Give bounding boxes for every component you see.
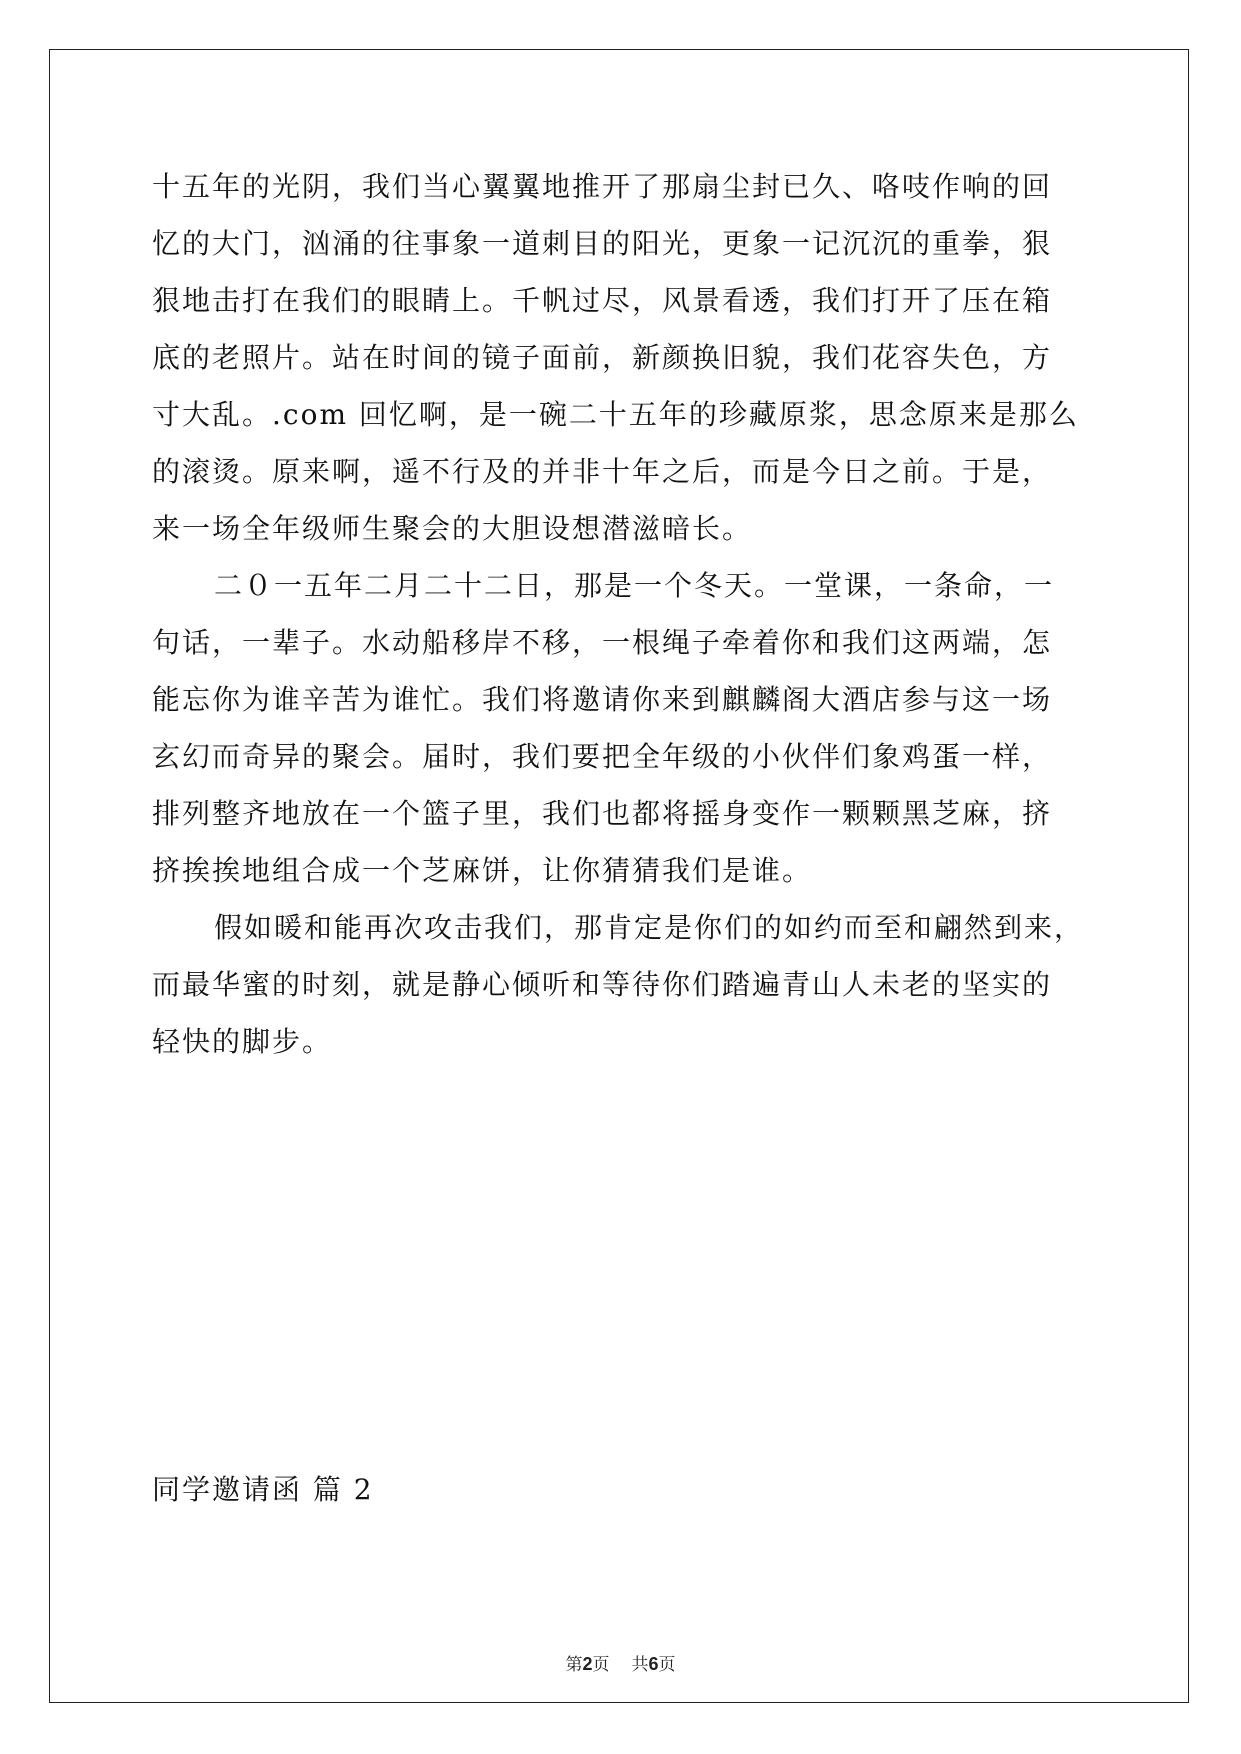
- text-line: 假如暖和能再次攻击我们，那肯定是你们的如约而至和翩然到来，: [214, 911, 1085, 944]
- text-line: 而最华蜜的时刻，就是静心倾听和等待你们踏遍青山人未老的坚实的: [152, 968, 1053, 1001]
- document-body: [152, 158, 1092, 1070]
- text-line: 的滚烫。原来啊，遥不行及的并非十年之后，而是今日之前。于是，: [152, 455, 1053, 488]
- footer-page-unit: 页: [592, 1655, 610, 1675]
- text-line: 狠地击打在我们的眼睛上。千帆过尽，风景看透，我们打开了压在箱: [152, 284, 1053, 317]
- footer-prefix: 第: [565, 1655, 583, 1675]
- paragraph-1: [152, 158, 1092, 557]
- section-heading: 同学邀请函 篇 2: [152, 1473, 374, 1506]
- text-line: 玄幻而奇异的聚会。届时，我们要把全年级的小伙伴们象鸡蛋一样，: [152, 740, 1053, 773]
- text-line: 挤挨挨地组合成一个芝麻饼，让你猜猜我们是谁。: [152, 854, 813, 887]
- text-line: 轻快的脚步。: [152, 1025, 333, 1058]
- paragraph-2: [152, 557, 1092, 899]
- paragraph-3: [152, 899, 1092, 1070]
- current-page-number: 2: [582, 1654, 593, 1674]
- text-line: 二０一五年二月二十二日，那是一个冬天。一堂课，一条命，一: [214, 569, 1055, 602]
- text-line: 寸大乱。.com 回忆啊，是一碗二十五年的珍藏原浆，思念原来是那么: [152, 398, 1079, 431]
- text-line: 忆的大门，汹涌的往事象一道刺目的阳光，更象一记沉沉的重拳，狠: [152, 227, 1053, 260]
- text-line: 能忘你为谁辛苦为谁忙。我们将邀请你来到麒麟阁大酒店参与这一场: [152, 683, 1053, 716]
- footer-total-unit: 页: [658, 1655, 676, 1675]
- text-line: 来一场全年级师生聚会的大胆设想潜滋暗长。: [152, 512, 753, 545]
- text-line: 十五年的光阴，我们当心翼翼地推开了那扇尘封已久、咯吱作响的回: [152, 170, 1053, 203]
- footer-total-prefix: 共: [631, 1655, 649, 1675]
- text-line: 排列整齐地放在一个篮子里，我们也都将摇身变作一颗颗黑芝麻，挤: [152, 797, 1053, 830]
- page-footer: [0, 1652, 1241, 1677]
- text-line: 底的老照片。站在时间的镜子面前，新颜换旧貌，我们花容失色，方: [152, 341, 1053, 374]
- total-pages-number: 6: [648, 1654, 659, 1674]
- text-line: 句话，一辈子。水动船移岸不移，一根绳子牵着你和我们这两端，怎: [152, 626, 1053, 659]
